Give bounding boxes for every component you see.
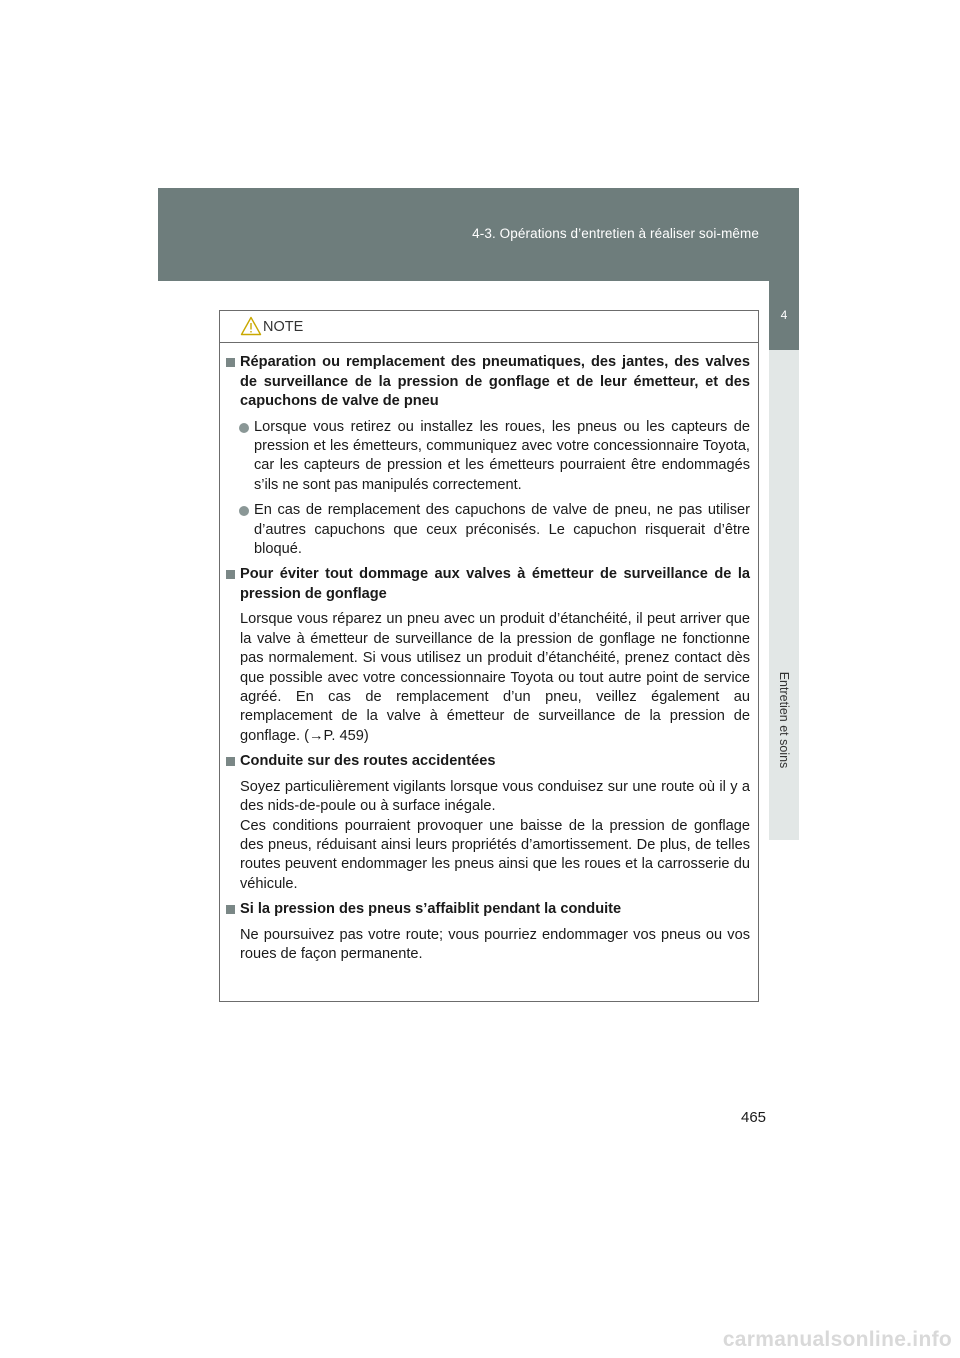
- list-item: Lorsque vous retirez ou installez les roues, les pneus ou les capteurs de pression et les émetteurs, communiquez avec votre concessionnaire Toyota, car les capteurs de pression et les émetteurs pourraient être endommagés s’ils ne sont pas manipulés correctement.: [226, 418, 750, 496]
- section-text: Soyez particulièrement vigilants lorsque vous conduisez sur une route où il y a des nids-de-poule ou à surface inégale. Ces conditions pourraient provoquer une baisse de la pression de gonflage des pneus, réduisant ainsi leurs propriétés d’amortissement. De plus, de telles routes peuvent endommager les pneus ainsi que les roues et la carrosserie du véhicule.: [240, 778, 750, 892]
- chapter-label: Entretien et soins: [777, 671, 791, 769]
- square-bullet-icon: [226, 757, 235, 766]
- round-bullet-icon: [239, 423, 249, 433]
- note-section-rough-roads: [226, 752, 750, 894]
- section-heading: Pour éviter tout dommage aux valves à émetteur de surveillance de la pression de gonflage: [226, 565, 750, 604]
- page-number: 465: [741, 1109, 767, 1126]
- note-header: [220, 311, 758, 343]
- note-box: [219, 310, 759, 1002]
- section-heading: Réparation ou remplacement des pneumatiques, des jantes, des valves de surveillance de la pression de gonflage et de leur émetteur, et des capuchons de valve de pneu: [226, 353, 750, 412]
- section-text: Ne poursuivez pas votre route; vous pourriez endommager vos pneus ou vos roues de façon permanente.: [240, 926, 750, 963]
- square-bullet-icon: [226, 358, 235, 367]
- section-heading: Conduite sur des routes accidentées: [226, 752, 750, 772]
- note-body: [220, 343, 758, 964]
- watermark: carmanualsonline.info: [722, 1328, 952, 1351]
- section-heading: Si la pression des pneus s’affaiblit pendant la conduite: [226, 900, 750, 920]
- square-bullet-icon: [226, 905, 235, 914]
- note-section-repair: [226, 353, 750, 559]
- header-band: [158, 188, 799, 281]
- note-section-valve-damage: [226, 565, 750, 746]
- round-bullet-icon: [239, 506, 249, 516]
- note-section-pressure-drop: [226, 900, 750, 964]
- note-label: NOTE: [263, 319, 304, 335]
- chapter-tab: 4: [769, 281, 799, 350]
- chapter-sidebar: [769, 350, 799, 840]
- square-bullet-icon: [226, 570, 235, 579]
- section-text: Lorsque vous réparez un pneu avec un produit d’étanchéité, il peut arriver que la valve à émetteur de surveillance de la pression de gonflage ne fonctionne pas normalement. Si vous utilisez un produit d’étanchéité, prenez contact dès que possible avec votre concessionnaire Toyota ou tout autre point de service agréé. En cas de remplacement d’un pneu, veillez également au remplacement de la valve à émetteur de surveillance de la pression de gonflage. (→P. 459): [240, 611, 750, 744]
- warning-triangle-icon: [240, 316, 262, 336]
- list-item: En cas de remplacement des capuchons de valve de pneu, ne pas utiliser d’autres capuchons que ceux préconisés. Le capuchon risquerait d’être bloqué.: [226, 501, 750, 559]
- section-title: 4-3. Opérations d’entretien à réaliser soi-même: [472, 226, 759, 241]
